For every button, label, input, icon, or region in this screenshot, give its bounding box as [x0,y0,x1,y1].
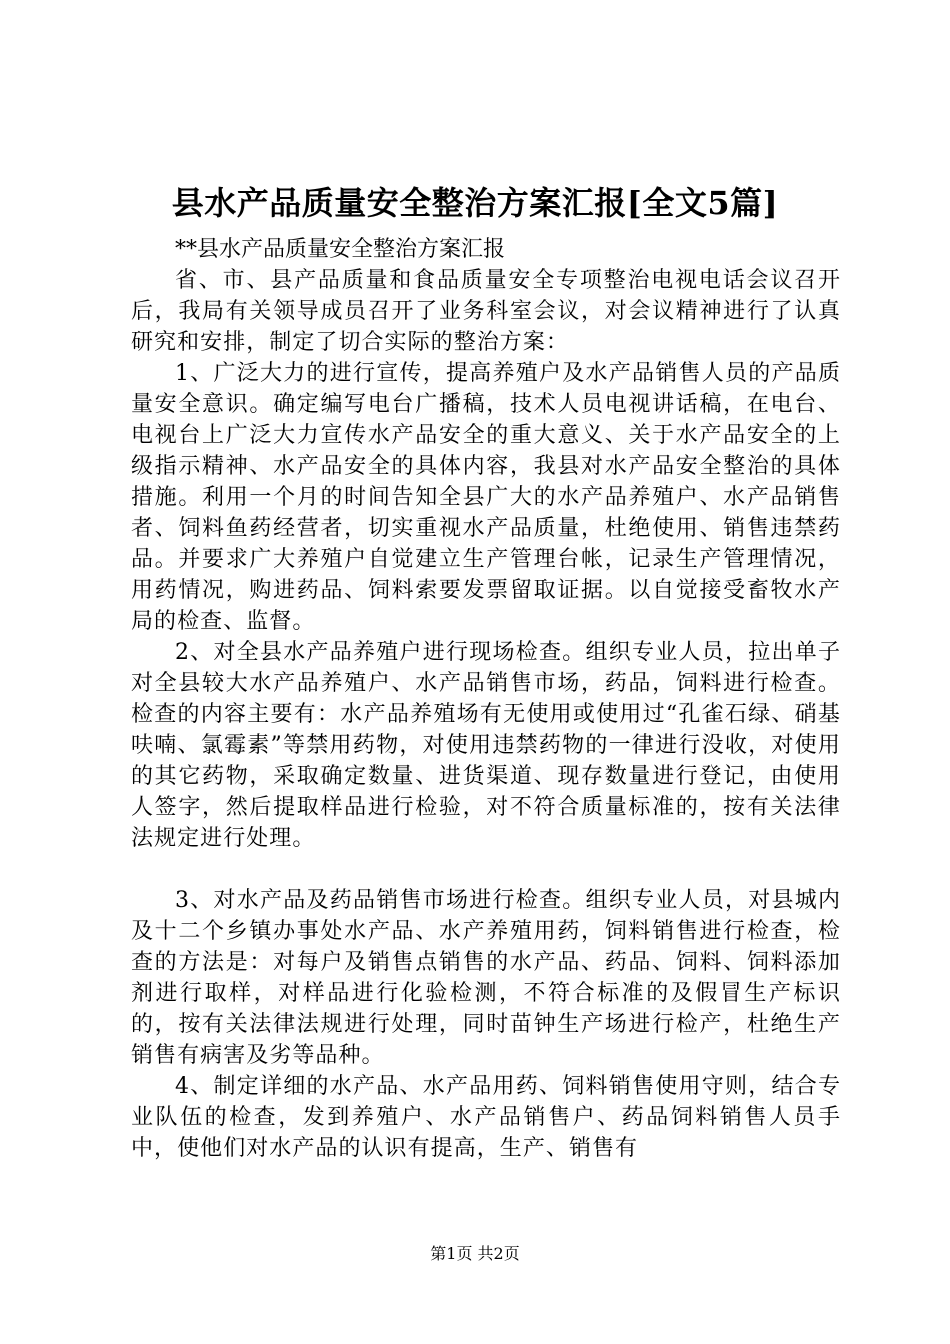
paragraph-intro: 省、市、县产品质量和食品质量安全专项整治电视电话会议召开后，我局有关领导成员召开了业务科室会议，对会议精神进行了认真研究和安排，制定了切合实际的整治方案： [131,268,841,355]
paragraph-item-2: 2、对全县水产品养殖户进行现场检查。组织专业人员，拉出单子对全县较大水产品养殖户、水产品销售市场，药品，饲料进行检查。检查的内容主要有：水产品养殖场有无使用或使用过“孔雀石绿、硝基呋喃、氯霉素”等禁用药物，对使用违禁药物的一律进行没收，对使用的其它药物，采取确定数量、进货渠道、现存数量进行登记，由使用人签字，然后提取样品进行检验，对不符合质量标准的，按有关法律法规定进行处理。 [131,640,841,851]
document-body [131,234,841,1164]
document-title: 县水产品质量安全整治方案汇报[全文5篇] [171,184,779,222]
page-number-footer: 第1页 共2页 [430,1244,520,1263]
paragraph-spacer [131,854,841,885]
document-subtitle: **县水产品质量安全整治方案汇报 [175,237,506,262]
paragraph-item-3: 3、对水产品及药品销售市场进行检查。组织专业人员，对县城内及十二个乡镇办事处水产品、水产养殖用药，饲料销售进行检查，检查的方法是：对每户及销售点销售的水产品、药品、饲料、饲料添加剂进行取样，对样品进行化验检测，不符合标准的及假冒生产标识的，按有关法律法规进行处理，同时苗钟生产场进行检产，杜绝生产销售有病害及劣等品种。 [131,888,841,1068]
paragraph-item-1: 1、广泛大力的进行宣传，提高养殖户及水产品销售人员的产品质量安全意识。确定编写电台广播稿，技术人员电视讲话稿，在电台、电视台上广泛大力宣传水产品安全的重大意义、关于水产品安全的上级指示精神、水产品安全的具体内容，我县对水产品安全整治的具体措施。利用一个月的时间告知全县广大的水产品养殖户、水产品销售者、饲料鱼药经营者，切实重视水产品质量，杜绝使用、销售违禁药品。并要求广大养殖户自觉建立生产管理台帐，记录生产管理情况，用药情况，购进药品、饲料索要发票留取证据。以自觉接受畜牧水产局的检查、监督。 [131,361,841,634]
paragraph-item-4: 4、制定详细的水产品、水产品用药、饲料销售使用守则，结合专业队伍的检查，发到养殖户、水产品销售户、药品饲料销售人员手中，使他们对水产品的认识有提高，生产、销售有 [131,1074,841,1161]
